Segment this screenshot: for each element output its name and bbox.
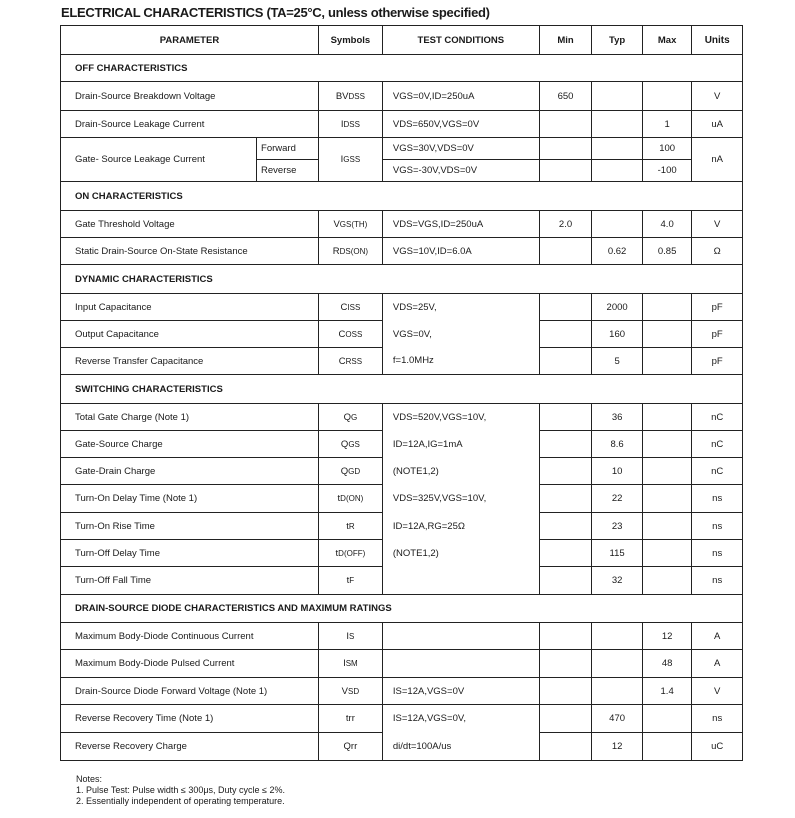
symbol: COSS — [318, 321, 382, 348]
parameter-name: Maximum Body-Diode Pulsed Current — [61, 650, 319, 678]
max-value — [642, 294, 692, 321]
max-value: 100 — [642, 138, 692, 160]
symbol: trr — [318, 705, 382, 733]
min-value — [539, 513, 592, 540]
section-row-on — [61, 182, 743, 211]
max-value: 0.85 — [642, 238, 692, 265]
symbol: IGSS — [318, 138, 382, 182]
unit: pF — [692, 348, 743, 375]
typ-value — [592, 111, 643, 138]
test-condition: VGS=10V,ID=6.0A — [382, 238, 539, 265]
unit: ns — [692, 513, 743, 540]
typ-value — [592, 82, 643, 111]
section-title-on: ON CHARACTERISTICS — [61, 182, 743, 211]
min-value — [539, 431, 592, 458]
typ-value — [592, 650, 643, 678]
test-condition: f=1.0MHz — [382, 348, 539, 375]
table-row — [61, 138, 743, 160]
header-typ: Typ — [592, 26, 643, 55]
table-row — [61, 321, 743, 348]
unit: pF — [692, 294, 743, 321]
parameter-name: Turn-Off Delay Time — [61, 540, 319, 567]
symbol: VSD — [318, 678, 382, 705]
test-condition — [382, 567, 539, 595]
min-value — [539, 623, 592, 650]
test-condition: (NOTE1,2) — [382, 458, 539, 485]
unit: A — [692, 650, 743, 678]
parameter-name: Output Capacitance — [61, 321, 319, 348]
header-symbols: Symbols — [318, 26, 382, 55]
table-row — [61, 404, 743, 431]
parameter-name: Gate-Drain Charge — [61, 458, 319, 485]
electrical-characteristics-table — [60, 25, 743, 761]
min-value — [539, 138, 592, 160]
test-condition: ID=12A,RG=25Ω — [382, 513, 539, 540]
parameter-name: Reverse Transfer Capacitance — [61, 348, 319, 375]
max-value: 4.0 — [642, 211, 692, 238]
min-value — [539, 160, 592, 182]
typ-value: 115 — [592, 540, 643, 567]
typ-value: 22 — [592, 485, 643, 513]
max-value — [642, 348, 692, 375]
max-value: 12 — [642, 623, 692, 650]
test-condition: VDS=25V, — [382, 294, 539, 321]
table-row — [61, 513, 743, 540]
parameter-name: Drain-Source Breakdown Voltage — [61, 82, 319, 111]
table-row — [61, 485, 743, 513]
typ-value: 470 — [592, 705, 643, 733]
unit: uC — [692, 733, 743, 761]
typ-value: 8.6 — [592, 431, 643, 458]
parameter-name: Turn-Off Fall Time — [61, 567, 319, 595]
symbol: QGD — [318, 458, 382, 485]
typ-value: 160 — [592, 321, 643, 348]
max-value — [642, 733, 692, 761]
min-value — [539, 294, 592, 321]
min-value — [539, 567, 592, 595]
table-row — [61, 650, 743, 678]
max-value: -100 — [642, 160, 692, 182]
unit: A — [692, 623, 743, 650]
unit: V — [692, 678, 743, 705]
test-condition: VDS=650V,VGS=0V — [382, 111, 539, 138]
min-value: 2.0 — [539, 211, 592, 238]
notes-heading: Notes: — [76, 774, 103, 784]
parameter-name: Input Capacitance — [61, 294, 319, 321]
min-value — [539, 650, 592, 678]
table-row — [61, 623, 743, 650]
unit: nC — [692, 404, 743, 431]
symbol: QGS — [318, 431, 382, 458]
symbol: CISS — [318, 294, 382, 321]
section-title-switching: SWITCHING CHARACTERISTICS — [61, 375, 743, 404]
max-value — [642, 82, 692, 111]
table-row — [61, 82, 743, 111]
parameter-name: Drain-Source Diode Forward Voltage (Note 1) — [61, 678, 319, 705]
parameter-name: Turn-On Delay Time (Note 1) — [61, 485, 319, 513]
symbol: CRSS — [318, 348, 382, 375]
min-value — [539, 238, 592, 265]
header-row — [61, 26, 743, 55]
min-value — [539, 404, 592, 431]
notes — [76, 774, 285, 807]
min-value — [539, 321, 592, 348]
symbol: IDSS — [318, 111, 382, 138]
parameter-name: Maximum Body-Diode Continuous Current — [61, 623, 319, 650]
parameter-name: Turn-On Rise Time — [61, 513, 319, 540]
test-condition: VDS=520V,VGS=10V, — [382, 404, 539, 431]
test-condition: VGS=30V,VDS=0V — [382, 138, 539, 160]
symbol: ISM — [318, 650, 382, 678]
max-value — [642, 540, 692, 567]
test-condition: VGS=0V,ID=250uA — [382, 82, 539, 111]
header-units: Units — [692, 26, 743, 55]
parameter-name: Reverse Recovery Time (Note 1) — [61, 705, 319, 733]
unit: ns — [692, 540, 743, 567]
min-value — [539, 458, 592, 485]
table-row — [61, 431, 743, 458]
test-condition — [382, 623, 539, 650]
table-row — [61, 348, 743, 375]
symbol: tD(ON) — [318, 485, 382, 513]
unit: V — [692, 211, 743, 238]
header-test-conditions: TEST CONDITIONS — [382, 26, 539, 55]
symbol: BVDSS — [318, 82, 382, 111]
unit: V — [692, 82, 743, 111]
direction-reverse: Reverse — [257, 160, 319, 182]
max-value — [642, 458, 692, 485]
unit: pF — [692, 321, 743, 348]
max-value — [642, 705, 692, 733]
typ-value: 10 — [592, 458, 643, 485]
header-max: Max — [642, 26, 692, 55]
test-condition: VDS=VGS,ID=250uA — [382, 211, 539, 238]
symbol: Qrr — [318, 733, 382, 761]
max-value — [642, 431, 692, 458]
table-row — [61, 238, 743, 265]
typ-value — [592, 138, 643, 160]
test-condition: (NOTE1,2) — [382, 540, 539, 567]
min-value — [539, 705, 592, 733]
typ-value — [592, 678, 643, 705]
symbol: tF — [318, 567, 382, 595]
section-row-switching — [61, 375, 743, 404]
min-value — [539, 348, 592, 375]
max-value: 48 — [642, 650, 692, 678]
typ-value: 2000 — [592, 294, 643, 321]
test-condition: IS=12A,VGS=0V — [382, 678, 539, 705]
test-condition: IS=12A,VGS=0V, — [382, 705, 539, 733]
min-value — [539, 540, 592, 567]
parameter-name: Gate-Source Charge — [61, 431, 319, 458]
parameter-name: Reverse Recovery Charge — [61, 733, 319, 761]
max-value: 1 — [642, 111, 692, 138]
typ-value: 12 — [592, 733, 643, 761]
unit: Ω — [692, 238, 743, 265]
table-row — [61, 733, 743, 761]
typ-value: 32 — [592, 567, 643, 595]
max-value: 1.4 — [642, 678, 692, 705]
test-condition: di/dt=100A/us — [382, 733, 539, 761]
symbol: tD(OFF) — [318, 540, 382, 567]
min-value — [539, 111, 592, 138]
header-min: Min — [539, 26, 592, 55]
test-condition: VDS=325V,VGS=10V, — [382, 485, 539, 513]
max-value — [642, 404, 692, 431]
typ-value: 36 — [592, 404, 643, 431]
min-value — [539, 485, 592, 513]
table-row — [61, 678, 743, 705]
symbol: RDS(ON) — [318, 238, 382, 265]
section-title-diode: DRAIN-SOURCE DIODE CHARACTERISTICS AND MAXIMUM RATINGS — [61, 595, 743, 623]
section-title-off: OFF CHARACTERISTICS — [61, 55, 743, 82]
note-1: 1. Pulse Test: Pulse width ≤ 300μs, Duty cycle ≤ 2%. — [76, 785, 285, 795]
min-value — [539, 733, 592, 761]
parameter-name: Total Gate Charge (Note 1) — [61, 404, 319, 431]
unit: ns — [692, 567, 743, 595]
test-condition — [382, 650, 539, 678]
symbol: tR — [318, 513, 382, 540]
test-condition: VGS=0V, — [382, 321, 539, 348]
table-row — [61, 111, 743, 138]
typ-value — [592, 623, 643, 650]
parameter-name: Static Drain-Source On-State Resistance — [61, 238, 319, 265]
typ-value — [592, 160, 643, 182]
section-row-diode — [61, 595, 743, 623]
unit: nA — [692, 138, 743, 182]
section-row-off — [61, 55, 743, 82]
unit: ns — [692, 705, 743, 733]
typ-value: 23 — [592, 513, 643, 540]
max-value — [642, 513, 692, 540]
max-value — [642, 485, 692, 513]
parameter-name: Gate Threshold Voltage — [61, 211, 319, 238]
unit: uA — [692, 111, 743, 138]
symbol: QG — [318, 404, 382, 431]
unit: nC — [692, 458, 743, 485]
table-row — [61, 458, 743, 485]
header-parameter: PARAMETER — [61, 26, 319, 55]
test-condition: VGS=-30V,VDS=0V — [382, 160, 539, 182]
unit: ns — [692, 485, 743, 513]
unit: nC — [692, 431, 743, 458]
max-value — [642, 321, 692, 348]
table-row — [61, 705, 743, 733]
symbol: IS — [318, 623, 382, 650]
page-title: ELECTRICAL CHARACTERISTICS (TA=25°C, unless otherwise specified) — [61, 5, 490, 20]
table-row — [61, 211, 743, 238]
section-title-dynamic: DYNAMIC CHARACTERISTICS — [61, 265, 743, 294]
typ-value: 5 — [592, 348, 643, 375]
table-row — [61, 294, 743, 321]
symbol: VGS(TH) — [318, 211, 382, 238]
min-value — [539, 678, 592, 705]
table-row — [61, 567, 743, 595]
min-value: 650 — [539, 82, 592, 111]
parameter-name: Gate- Source Leakage Current — [61, 138, 257, 182]
max-value — [642, 567, 692, 595]
note-2: 2. Essentially independent of operating temperature. — [76, 796, 285, 806]
direction-forward: Forward — [257, 138, 319, 160]
table-row — [61, 540, 743, 567]
section-row-dynamic — [61, 265, 743, 294]
parameter-name: Drain-Source Leakage Current — [61, 111, 319, 138]
typ-value: 0.62 — [592, 238, 643, 265]
test-condition: ID=12A,IG=1mA — [382, 431, 539, 458]
typ-value — [592, 211, 643, 238]
